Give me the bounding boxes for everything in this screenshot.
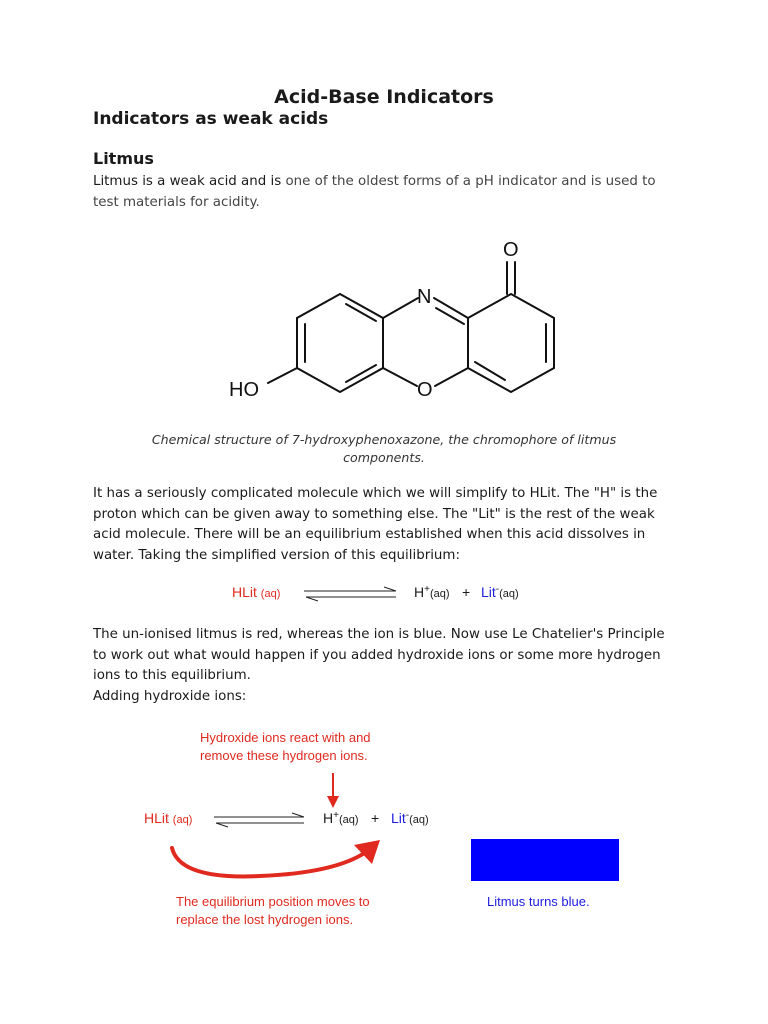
intro-part1: Litmus is a weak acid and is bbox=[93, 174, 286, 189]
eq2-lit-ion: Lit-(aq) bbox=[391, 810, 429, 826]
atom-n: N bbox=[417, 286, 432, 308]
atom-ho: HO bbox=[229, 379, 259, 401]
right-ring-double-2 bbox=[475, 362, 505, 380]
eq1-hlit: HLit (aq) bbox=[232, 584, 281, 600]
equilibrium-arrows-1 bbox=[304, 587, 396, 601]
atom-o-ring: O bbox=[417, 379, 433, 401]
eq2-hydrogen-ion: H+(aq) bbox=[323, 810, 359, 826]
red-down-arrow bbox=[327, 773, 339, 808]
bond-n-c-right bbox=[434, 298, 468, 318]
subtitle-heading: Indicators as weak acids bbox=[93, 109, 329, 129]
eq1-plus: + bbox=[462, 584, 471, 600]
section-heading-litmus: Litmus bbox=[93, 149, 154, 168]
bottom-note: The equilibrium position moves to replace the lost hydrogen ions. bbox=[176, 894, 370, 927]
paragraph-le-chatelier bbox=[93, 625, 673, 707]
intro-part2: one of the oldest forms of a pH indicator and is used to test materials for acidity. bbox=[93, 174, 656, 210]
equilibrium-arrows-2 bbox=[214, 813, 304, 827]
eq1-hydrogen-ion: H+(aq) bbox=[414, 584, 450, 600]
eq2-hlit: HLit (aq) bbox=[144, 810, 193, 826]
structure-caption: Chemical structure of 7-hydroxyphenoxazone, the chromophore of litmus components. bbox=[151, 432, 617, 465]
eq2-plus: + bbox=[371, 810, 380, 826]
paragraph-hlit: It has a seriously complicated molecule which we will simplify to HLit. The "H" is the proton which can be given away to something else. The "Lit" is the rest of the weak acid molecule. There will be an equilibrium established when this acid dissolves in water. Taking the simplified version of this equilibrium: bbox=[93, 486, 658, 563]
bond-c-n-left bbox=[383, 298, 418, 318]
bond-o-c-right bbox=[435, 368, 468, 386]
red-curved-arrow bbox=[172, 840, 380, 876]
blue-litmus-swatch bbox=[471, 839, 619, 881]
bond-cn-double bbox=[436, 308, 464, 324]
top-note: Hydroxide ions react with and remove these hydrogen ions. bbox=[200, 730, 371, 763]
left-ring bbox=[297, 294, 383, 392]
page-title: Acid-Base Indicators bbox=[274, 86, 494, 108]
paragraph-le-chatelier-text: The un-ionised litmus is red, whereas the ion is blue. Now use Le Chatelier's Principle to work out what would happen if you added hydroxide ions or some more hydrogen ions to this equilibrium. bbox=[93, 627, 665, 683]
hydroxyl-bond bbox=[268, 368, 297, 383]
right-ring bbox=[468, 294, 554, 392]
result-note: Litmus turns blue. bbox=[487, 894, 590, 909]
bond-c-o-left bbox=[383, 368, 417, 386]
eq1-lit-ion: Lit-(aq) bbox=[481, 584, 519, 600]
atom-o-carbonyl: O bbox=[503, 239, 519, 261]
adding-hydroxide-label: Adding hydroxide ions: bbox=[93, 688, 247, 704]
